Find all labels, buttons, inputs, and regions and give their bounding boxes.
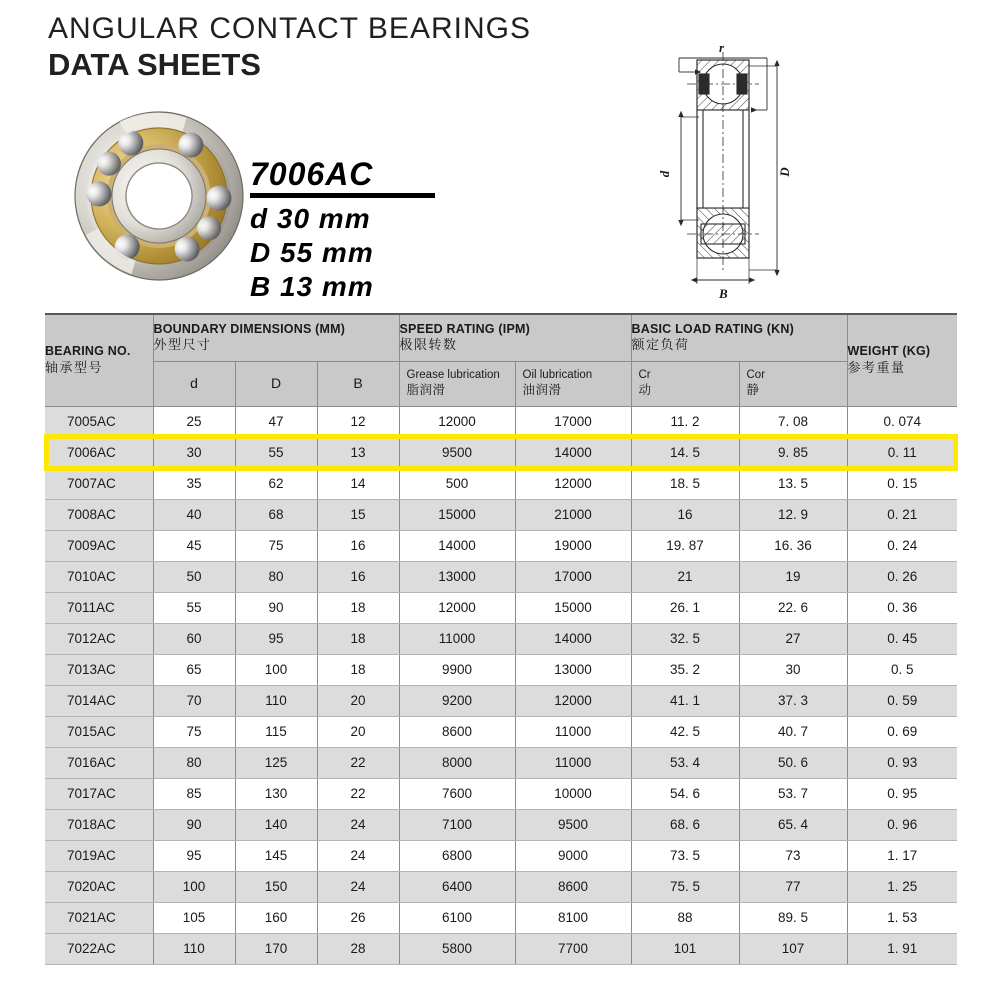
cell-oil: 17000 (515, 561, 631, 592)
cell-oil: 9500 (515, 809, 631, 840)
bearing-photo (52, 96, 267, 296)
subheader-d: d (153, 361, 235, 406)
header-weight (847, 314, 957, 406)
table-row (45, 933, 957, 964)
cell-B: 16 (317, 561, 399, 592)
cell-grease: 12000 (399, 592, 515, 623)
subheader-grease-en: Grease lubrication (406, 369, 500, 382)
cell-d: 100 (153, 871, 235, 902)
table-row (45, 623, 957, 654)
cell-no: 7009AC (45, 530, 153, 561)
subheader-oil-cn: 油润滑 (522, 382, 562, 397)
cell-cr: 101 (631, 933, 739, 964)
bearing-spec-table-container (45, 313, 957, 965)
cell-no: 7012AC (45, 623, 153, 654)
cell-oil: 12000 (515, 685, 631, 716)
cell-oil: 10000 (515, 778, 631, 809)
cell-grease: 6100 (399, 902, 515, 933)
bearing-spec-table (45, 313, 957, 965)
cell-grease: 13000 (399, 561, 515, 592)
cell-d: 110 (153, 933, 235, 964)
cell-cor: 65. 4 (739, 809, 847, 840)
cell-B: 24 (317, 871, 399, 902)
cell-no: 7021AC (45, 902, 153, 933)
drawing-label-B: B (719, 286, 728, 301)
cell-grease: 8600 (399, 716, 515, 747)
table-row (45, 685, 957, 716)
cell-grease: 500 (399, 468, 515, 499)
cell-d: 40 (153, 499, 235, 530)
cell-no: 7011AC (45, 592, 153, 623)
header-speed-en: SPEED RATING (IPM) (399, 321, 530, 336)
table-row (45, 871, 957, 902)
cell-grease: 7100 (399, 809, 515, 840)
cell-oil: 19000 (515, 530, 631, 561)
cell-cr: 54. 6 (631, 778, 739, 809)
cell-d: 95 (153, 840, 235, 871)
product-dim-D: D 55 mm (250, 236, 374, 268)
cell-grease: 15000 (399, 499, 515, 530)
cell-B: 22 (317, 778, 399, 809)
cell-d: 65 (153, 654, 235, 685)
cell-D: 62 (235, 468, 317, 499)
cell-cor: 27 (739, 623, 847, 654)
cell-B: 18 (317, 592, 399, 623)
subheader-cor (739, 361, 847, 406)
subheader-oil-lubrication (515, 361, 631, 406)
bearing-cross-section-drawing (655, 22, 975, 307)
cell-cor: 77 (739, 871, 847, 902)
table-row (45, 468, 957, 499)
cell-no: 7019AC (45, 840, 153, 871)
cell-B: 12 (317, 406, 399, 437)
cell-cr: 35. 2 (631, 654, 739, 685)
drawing-label-D: D (777, 167, 792, 177)
cell-no: 7008AC (45, 499, 153, 530)
cell-no: 7017AC (45, 778, 153, 809)
cell-D: 95 (235, 623, 317, 654)
cell-D: 125 (235, 747, 317, 778)
cell-grease: 9500 (399, 437, 515, 468)
cell-no: 7020AC (45, 871, 153, 902)
header-load-cn: 额定负荷 (631, 337, 690, 353)
cell-no: 7010AC (45, 561, 153, 592)
cell-cor: 16. 36 (739, 530, 847, 561)
cell-cr: 88 (631, 902, 739, 933)
header-load-en: BASIC LOAD RATING (KN) (631, 321, 794, 336)
cell-weight: 0. 36 (847, 592, 957, 623)
cell-D: 47 (235, 406, 317, 437)
cell-d: 105 (153, 902, 235, 933)
cell-cor: 53. 7 (739, 778, 847, 809)
cell-no: 7018AC (45, 809, 153, 840)
cell-oil: 14000 (515, 437, 631, 468)
cell-oil: 13000 (515, 654, 631, 685)
page-title-primary: ANGULAR CONTACT BEARINGS (48, 12, 531, 45)
subheader-cr (631, 361, 739, 406)
cell-cr: 14. 5 (631, 437, 739, 468)
cell-cor: 37. 3 (739, 685, 847, 716)
header-weight-en: WEIGHT (KG) (847, 344, 931, 359)
cell-d: 55 (153, 592, 235, 623)
cell-weight: 0. 21 (847, 499, 957, 530)
cell-oil: 7700 (515, 933, 631, 964)
header-boundary-cn: 外型尺寸 (153, 337, 212, 353)
table-row (45, 809, 957, 840)
cell-weight: 0. 5 (847, 654, 957, 685)
cell-weight: 0. 95 (847, 778, 957, 809)
table-row (45, 499, 957, 530)
product-spec-block (250, 158, 460, 304)
header-bearing-no-cn: 轴承型号 (45, 359, 104, 375)
cell-grease: 7600 (399, 778, 515, 809)
subheader-oil-en: Oil lubrication (522, 369, 593, 382)
cell-d: 90 (153, 809, 235, 840)
cell-weight: 1. 53 (847, 902, 957, 933)
drawing-label-d: d (657, 170, 672, 178)
table-row (45, 778, 957, 809)
cell-cor: 40. 7 (739, 716, 847, 747)
cell-cr: 68. 6 (631, 809, 739, 840)
cell-grease: 8000 (399, 747, 515, 778)
cell-grease: 9900 (399, 654, 515, 685)
table-row (45, 716, 957, 747)
cell-oil: 11000 (515, 716, 631, 747)
subheader-cor-en: Cor (746, 369, 766, 382)
cell-d: 70 (153, 685, 235, 716)
cell-grease: 5800 (399, 933, 515, 964)
cell-weight: 0. 59 (847, 685, 957, 716)
cell-D: 55 (235, 437, 317, 468)
cell-d: 45 (153, 530, 235, 561)
cell-B: 14 (317, 468, 399, 499)
cell-weight: 1. 25 (847, 871, 957, 902)
cell-cor: 50. 6 (739, 747, 847, 778)
cell-D: 90 (235, 592, 317, 623)
table-row (45, 437, 957, 468)
table-header (45, 314, 957, 406)
cell-D: 160 (235, 902, 317, 933)
cell-d: 85 (153, 778, 235, 809)
cell-oil: 11000 (515, 747, 631, 778)
header-speed-rating (399, 314, 631, 361)
cell-d: 30 (153, 437, 235, 468)
cell-weight: 0. 96 (847, 809, 957, 840)
cell-D: 170 (235, 933, 317, 964)
cell-D: 115 (235, 716, 317, 747)
cell-oil: 14000 (515, 623, 631, 654)
table-row (45, 747, 957, 778)
cell-cr: 41. 1 (631, 685, 739, 716)
table-header-group-row (45, 314, 957, 361)
cell-D: 130 (235, 778, 317, 809)
header-bearing-no-en: BEARING NO. (45, 344, 131, 359)
header-weight-cn: 参考重量 (847, 359, 906, 375)
cell-grease: 6400 (399, 871, 515, 902)
cell-cr: 26. 1 (631, 592, 739, 623)
cell-oil: 9000 (515, 840, 631, 871)
cell-cor: 9. 85 (739, 437, 847, 468)
cell-grease: 12000 (399, 406, 515, 437)
product-dim-d: d 30 mm (250, 202, 371, 234)
cell-no: 7006AC (45, 437, 153, 468)
cell-D: 110 (235, 685, 317, 716)
cell-d: 50 (153, 561, 235, 592)
cell-cr: 21 (631, 561, 739, 592)
cell-B: 16 (317, 530, 399, 561)
cell-oil: 15000 (515, 592, 631, 623)
cell-no: 7013AC (45, 654, 153, 685)
cell-weight: 1. 91 (847, 933, 957, 964)
product-dim-B: B 13 mm (250, 270, 374, 302)
cell-B: 20 (317, 716, 399, 747)
cell-cor: 22. 6 (739, 592, 847, 623)
cell-oil: 8100 (515, 902, 631, 933)
drawing-label-r: r (719, 40, 725, 55)
cell-no: 7016AC (45, 747, 153, 778)
cell-cor: 89. 5 (739, 902, 847, 933)
cell-weight: 0. 074 (847, 406, 957, 437)
table-row (45, 840, 957, 871)
header-bearing-no (45, 314, 153, 406)
cell-cr: 32. 5 (631, 623, 739, 654)
cell-weight: 1. 17 (847, 840, 957, 871)
subheader-grease-lubrication (399, 361, 515, 406)
cell-D: 68 (235, 499, 317, 530)
cell-grease: 11000 (399, 623, 515, 654)
model-underline (250, 193, 435, 198)
subheader-grease-cn: 脂润滑 (406, 382, 446, 397)
cell-oil: 8600 (515, 871, 631, 902)
subheader-B: B (317, 361, 399, 406)
header-boundary-dimensions (153, 314, 399, 361)
cell-oil: 12000 (515, 468, 631, 499)
cell-D: 150 (235, 871, 317, 902)
cell-oil: 21000 (515, 499, 631, 530)
cell-cr: 11. 2 (631, 406, 739, 437)
cell-weight: 0. 24 (847, 530, 957, 561)
cell-cor: 107 (739, 933, 847, 964)
cell-weight: 0. 45 (847, 623, 957, 654)
table-row (45, 530, 957, 561)
cell-B: 24 (317, 840, 399, 871)
subheader-D: D (235, 361, 317, 406)
cell-weight: 0. 15 (847, 468, 957, 499)
cell-B: 20 (317, 685, 399, 716)
subheader-cr-en: Cr (638, 369, 651, 382)
cell-weight: 0. 93 (847, 747, 957, 778)
product-model: 7006AC (250, 156, 374, 192)
cell-D: 80 (235, 561, 317, 592)
cell-grease: 9200 (399, 685, 515, 716)
header-speed-cn: 极限转数 (399, 337, 458, 353)
cell-B: 18 (317, 654, 399, 685)
cell-cor: 30 (739, 654, 847, 685)
cell-cor: 19 (739, 561, 847, 592)
subheader-cor-cn: 静 (746, 382, 760, 397)
table-header-sub-row (45, 361, 957, 406)
table-row (45, 592, 957, 623)
cell-cor: 73 (739, 840, 847, 871)
subheader-cr-cn: 动 (638, 382, 652, 397)
cell-d: 80 (153, 747, 235, 778)
cell-oil: 17000 (515, 406, 631, 437)
cell-d: 35 (153, 468, 235, 499)
cell-B: 28 (317, 933, 399, 964)
cell-d: 75 (153, 716, 235, 747)
table-row (45, 561, 957, 592)
cell-B: 15 (317, 499, 399, 530)
table-body (45, 406, 957, 964)
header-boundary-en: BOUNDARY DIMENSIONS (MM) (153, 321, 346, 336)
cell-D: 145 (235, 840, 317, 871)
cell-D: 100 (235, 654, 317, 685)
cell-cr: 16 (631, 499, 739, 530)
cell-d: 25 (153, 406, 235, 437)
cell-B: 26 (317, 902, 399, 933)
cell-D: 75 (235, 530, 317, 561)
cell-cr: 42. 5 (631, 716, 739, 747)
cell-cor: 7. 08 (739, 406, 847, 437)
cell-no: 7005AC (45, 406, 153, 437)
cell-cor: 13. 5 (739, 468, 847, 499)
header-basic-load-rating (631, 314, 847, 361)
cell-weight: 0. 69 (847, 716, 957, 747)
cell-grease: 14000 (399, 530, 515, 561)
cell-no: 7015AC (45, 716, 153, 747)
cell-no: 7022AC (45, 933, 153, 964)
cell-B: 13 (317, 437, 399, 468)
table-row (45, 902, 957, 933)
page-title-secondary: DATA SHEETS (48, 47, 261, 82)
cell-cor: 12. 9 (739, 499, 847, 530)
cell-cr: 73. 5 (631, 840, 739, 871)
cell-B: 22 (317, 747, 399, 778)
cell-B: 18 (317, 623, 399, 654)
table-row (45, 654, 957, 685)
cell-weight: 0. 11 (847, 437, 957, 468)
cell-D: 140 (235, 809, 317, 840)
cell-cr: 19. 87 (631, 530, 739, 561)
cell-B: 24 (317, 809, 399, 840)
cell-cr: 18. 5 (631, 468, 739, 499)
cell-cr: 75. 5 (631, 871, 739, 902)
cell-grease: 6800 (399, 840, 515, 871)
cell-cr: 53. 4 (631, 747, 739, 778)
table-row (45, 406, 957, 437)
cell-no: 7007AC (45, 468, 153, 499)
cell-d: 60 (153, 623, 235, 654)
cell-weight: 0. 26 (847, 561, 957, 592)
cell-no: 7014AC (45, 685, 153, 716)
